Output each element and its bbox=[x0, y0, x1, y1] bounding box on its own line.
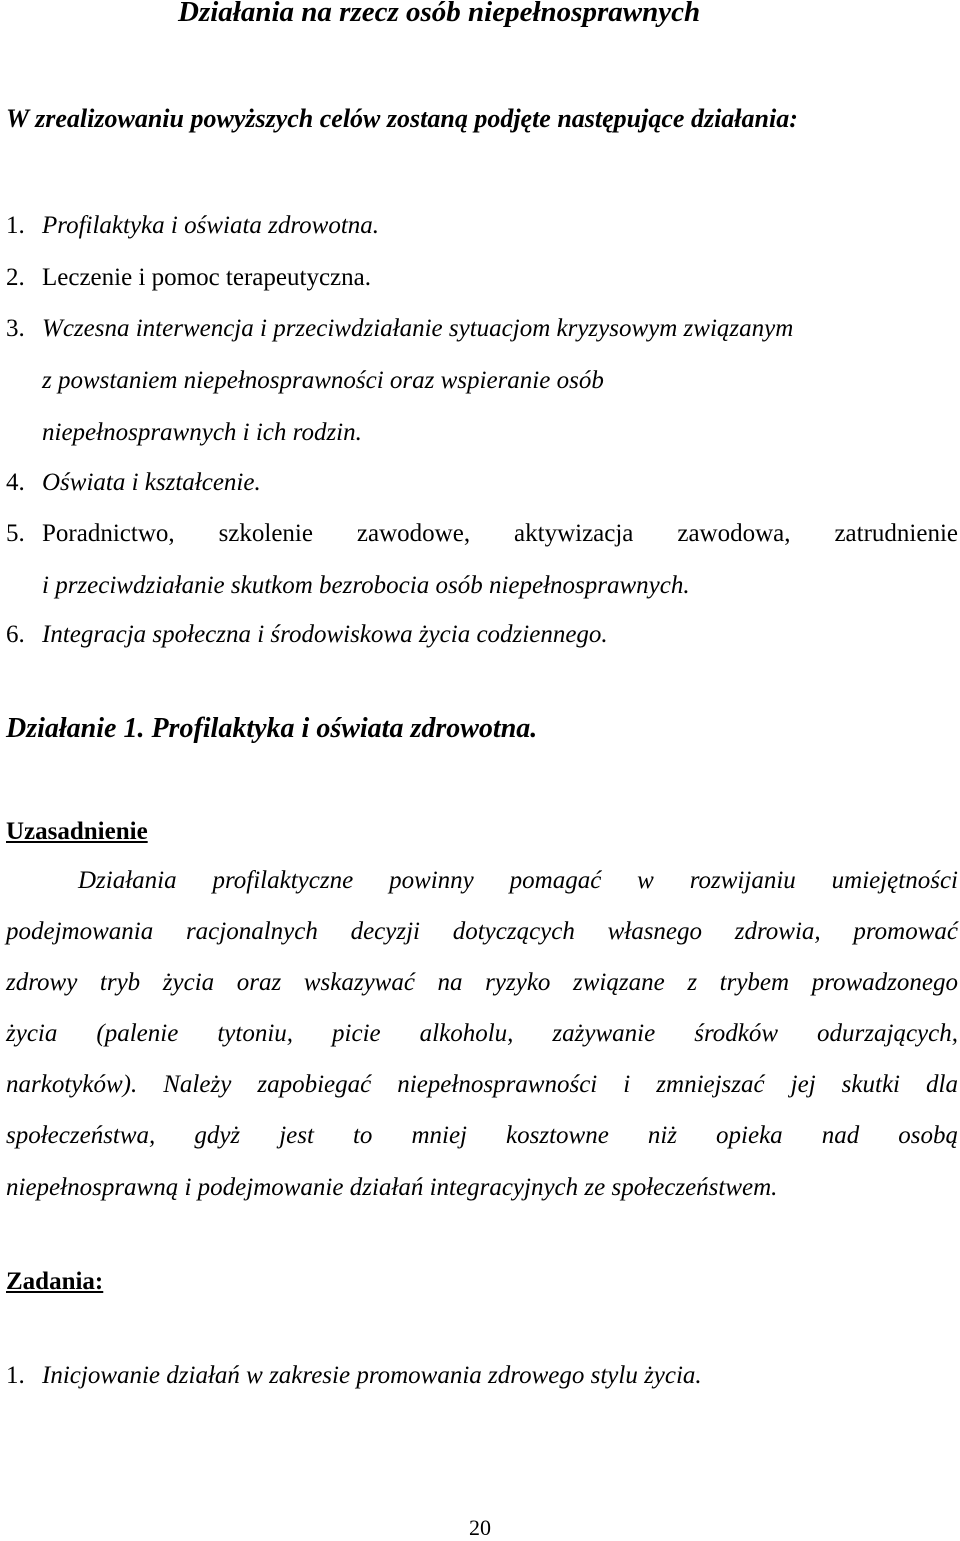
list-item bbox=[0, 621, 960, 651]
list-item-number: 2. bbox=[6, 264, 25, 291]
list-item-number: 1. bbox=[6, 1362, 25, 1389]
list-item bbox=[0, 520, 960, 610]
list-item bbox=[0, 212, 960, 242]
task-item bbox=[0, 1362, 960, 1392]
list-item-number: 3. bbox=[6, 315, 25, 342]
paragraph-line: zdrowy tryb życia oraz wskazywać na ryzyko związane z trybem prowadzonego bbox=[6, 969, 958, 996]
list-item-text: Wczesna interwencja i przeciwdziałanie sytuacjom kryzysowym związanym bbox=[42, 315, 794, 342]
intro-text: W zrealizowaniu powyższych celów zostaną podjęte następujące działania: bbox=[6, 104, 798, 133]
list-item-number: 4. bbox=[6, 469, 25, 496]
tasks-heading: Zadania: bbox=[6, 1268, 104, 1295]
justification-heading: Uzasadnienie bbox=[6, 818, 148, 845]
list-item-text: niepełnosprawnych i ich rodzin. bbox=[42, 419, 362, 446]
list-item-text: z powstaniem niepełnosprawności oraz wspieranie osób bbox=[42, 367, 604, 394]
list-item-number: 1. bbox=[6, 212, 25, 239]
paragraph-line: podejmowania racjonalnych decyzji dotyczących własnego zdrowia, promować bbox=[6, 918, 958, 945]
paragraph-line: społeczeństwa, gdyż jest to mniej kosztowne niż opieka nad osobą bbox=[6, 1122, 958, 1149]
page-number: 20 bbox=[469, 1515, 491, 1540]
list-item-text: Profilaktyka i oświata zdrowotna. bbox=[42, 212, 380, 239]
document-title: Działania na rzecz osób niepełnosprawnych bbox=[178, 0, 701, 28]
list-item-text: Oświata i kształcenie. bbox=[42, 469, 261, 496]
list-item bbox=[0, 315, 960, 455]
section-heading: Działanie 1. Profilaktyka i oświata zdrowotna. bbox=[6, 713, 538, 744]
list-item-number: 6. bbox=[6, 621, 25, 648]
list-item-text: Integracja społeczna i środowiskowa życia codziennego. bbox=[42, 621, 608, 648]
task-text: Inicjowanie działań w zakresie promowania zdrowego stylu życia. bbox=[42, 1362, 702, 1389]
paragraph-line: życia (palenie tytoniu, picie alkoholu, zażywanie środków odurzających, bbox=[6, 1020, 958, 1047]
list-item-text: i przeciwdziałanie skutkom bezrobocia osób niepełnosprawnych. bbox=[42, 572, 690, 599]
list-item bbox=[0, 264, 960, 294]
list-item-number: 5. bbox=[6, 520, 25, 547]
list-item bbox=[0, 469, 960, 499]
paragraph-line: niepełnosprawną i podejmowanie działań integracyjnych ze społeczeństwem. bbox=[6, 1174, 778, 1201]
paragraph-line: Działania profilaktyczne powinny pomagać w rozwijaniu umiejętności bbox=[78, 867, 958, 894]
paragraph-line: narkotyków). Należy zapobiegać niepełnosprawności i zmniejszać jej skutki dla bbox=[6, 1071, 958, 1098]
list-item-text: Poradnictwo, szkolenie zawodowe, aktywizacja zawodowa, zatrudnienie bbox=[42, 520, 958, 547]
list-item-text: Leczenie i pomoc terapeutyczna. bbox=[42, 264, 371, 291]
